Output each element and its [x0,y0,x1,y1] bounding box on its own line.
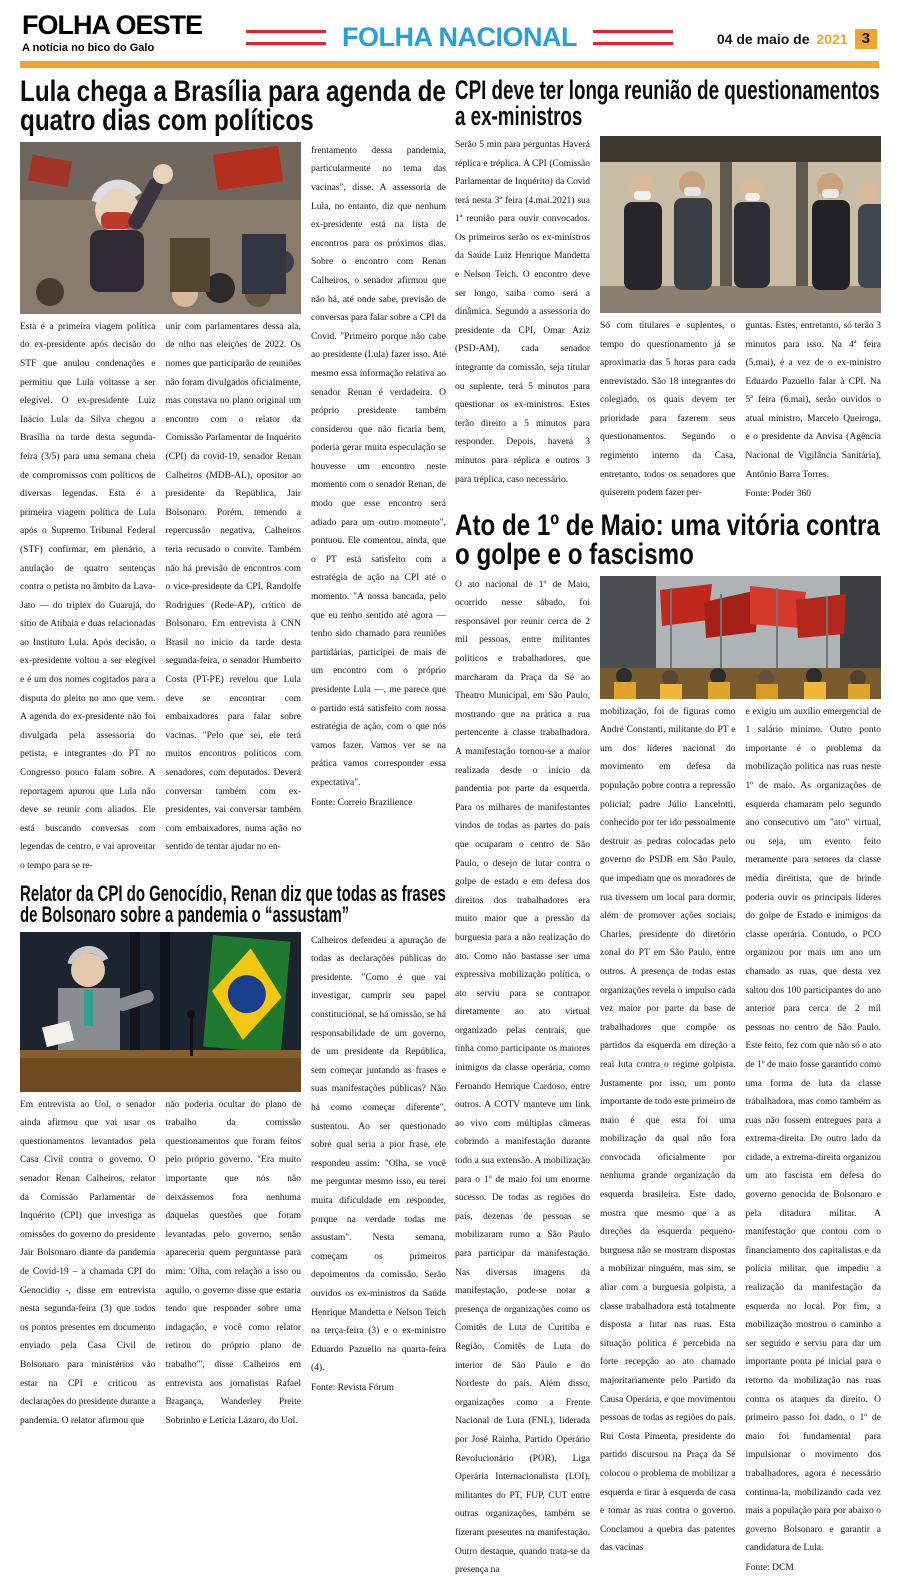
section-title: FOLHA NACIONAL [341,22,577,52]
article-ato-col1: O ato nacional de 1º de Maio, ocorrido nesse sábado, foi responsável por reunir cerca de 2 mil pessoas, entre militantes políticos e trabalhadores, que marcharam da Praça da Sé ao Theatro Municipal, em São Paulo, mostrando que na prática a rua pertencente à classe trabalhadora. A manifestação tornou-se a maior realizada desde o início da pandemia por parte da esquerda. Para os milhares de manifestantes vindos de todas as partes do país que ocuparam o centro de São Paulo, o desejo de lutar contra o golpe de estado e em defesa dos direitos dos trabalhadores era muito maior que a pressão da burguesia para a não realização do ato. Como não bastasse ser uma expressiva mobilização política, o ato serviu para se contrapor diretamente ao ato virtual organizado pelas centrais, que tinha como participante os maiores inimigos da classe operária, como Fernando Henrique Cardoso, entre outros. A COTV manteve um link ao vivo com múltiplas câmeras cobrindo a manifestação durante todo a sua extensão. A mobilização para o 1º de maio foi um enorme sucesso. De todas as regiões do país, dezenas de pessoas se mobilizaram rumo a São Paulo para participar da manifestação. Nas diversas imagens da manifestação, pode-se notar a presença de organizações como os Comitês de Luta de Curitiba e Região, Comitês de Luta do interior de São Paulo e do Nordeste do país. Além disso, organizações como a Frente Nacional de Luta (FNL), liderada por José Rainha, Partido Operário Revolucionário (POR), Liga Operária Internacionalista (LOI), militantes do PT, FUP, CUT entre outras organizações, também se fizeram presentes na manifestação. Outro destaque, quando trata-se da presença na [455,579,590,1576]
headline-line: quatro dias com políticos [20,104,314,138]
article-cpi [455,70,880,504]
page-number-badge: 3 [855,29,877,49]
article-cpi-col3: guntas. Estes, entretanto, só terão 3 minutos para isso. Na 4ª feira (5.mai), é a vez de o ex-ministro Eduardo Pazuello falar à CPI. Na 5ª feira (6.mai), serão ouvidos o atual ministro, Marcelo Queiroga, e o presidente da Anvisa (Agência Nacional de Vigilância Sanitária), Antônio Barra Torres. [745,320,881,480]
headline-line: de Bolsonaro sobre a pandemia o “assustam” [20,902,350,928]
headline-line: CPI deve ter longa reunião de questionamentos [455,75,880,105]
lula-crowd-photo [20,142,301,314]
article-renan-col3: Calheiros defendeu a apuração de todas as declarações públicas do presidente. "Como é que vai investigar, cumprir seu papel constitucional, se há omissão, se há responsabilidade de um governo, de um presidente da República, sem começar juntando as frases e suas manifestações públicas? Não há como começar diferente", sustentou. Ao ser questionado sobre qual seria a pior frase, ele respondeu assim: "Olha, se você me perguntar mesmo isso, eu terei muita dificuldade em responder, porque na verdade todas me assustam". Nesta semana, começam os primeiros depoimentos da comissão. Serão ouvidos os ex-ministros da Saúde Henrique Mandetta e Nelson Teich na terça-feira (3) e o ex-ministro Eduardo Pazuello na quarta-feira (4). [311,935,446,1374]
article-ato-col3: e exigiu um auxílio emergencial de 1 salário mínimo. Outro ponto importante é o problema da mobilização política nas ruas neste 1º de maio. As organizações de esquerda chamaram pelo segundo ano consecutivo um "ato" virtual, ou seja, um evento feito meramente para setores da classe média direitista, que de brinde poderia ouvir os principais líderes do golpe de Estado e inimigos da classe operária. Contudo, o PCO organizou por mais um ano um chamado as ruas, que desta vez saltou dos 100 participantes do ano anterior para cerca de 2 mil pessoas no centro de São Paulo. Este feito, fez com que não só o ato de 1º de maio fosse garantido como uma forma de luta da classe trabalhadora, mas como também as ruas não fossem entregues para a extrema-direita. Do outro lado da cidade, a extrema-direita organizou um ato fascista em defesa do governo genocida de Bolsonaro e pela ditadura militar. A manifestação que contou com o financiamento dos capitalistas e da polícia militar, que impediu a realização da manifestação da esquerda no local. Por fim, a mobilização mostrou o caminho a ser seguido e serviu para dar um importante ponta pé inicial para o retorno da mobilização nas ruas contra os ataques da direito. O primeiro passo foi dado, o 1º de maio foi fundamental para impulsionar o movimento dos trabalhadores, agora é necessário continua-la, mobilizando cada vez mais a população para por abaixo o governo Bolsonaro e garantir a candidatura de Lula. [745,706,881,1554]
section-banner [246,24,673,51]
dateline [717,29,877,49]
ato-red-flags-photo [600,576,881,699]
article-cpi-source: Fonte: Poder 360 [745,489,811,500]
headline-line: o golpe e o fascismo [455,538,694,572]
masthead-title: FOLHA OESTE [22,10,203,40]
article-cpi-headline [455,77,880,130]
headline-line: a ex-ministros [455,101,583,132]
article-ato-headline [455,508,880,572]
left-column-group [20,70,446,1580]
article-renan-col1: Em entrevista ao Uol, o senador ainda afirmou que vai usar os questionamentos levantados pela Casa Civil contra o governo. O senador Renan Calheiros, relator da Comissão Parlamentar de Inquérito (CPI) que investiga as omissões do governo do presidente Jair Bolsonaro diante da pandemia de Covid-19 – a chamada CPI do Genocídio -, disse em entrevista nesta segunda-feira (3) que todos os pontos presentes em documento enviado pela Casa Civil de Bolsonaro para ministérios vão estar na CPI e criticou as declarações do presidente durante a pandemia. O relator afirmou que [20,1099,156,1426]
article-cpi-col1: Serão 5 min para perguntas Haverá réplica e tréplica. A CPI (Comissão Parlamentar de Inquérito) da Covid terá nesta 3ª feira (4.mai.2021) sua 1ª reunião para ouvir convocados. Os primeiros serão os ex-ministros da Saúde Luiz Henrique Mandetta e Nelson Teich. O encontro deve ser longo, saiba como será a dinâmica. Segundo a assessoria do presidente da CPI, Omar Aziz (PSD-AM), cada senador integrante da comissão, seja titular ou suplente, terá 5 minutos para questionar os ex-ministros. Estes terão direito a 5 minutos para responder. Depois, haverá 3 minutos para réplica e outros 3 para tréplica, caso necessário. [455,139,590,485]
article-ato-col2: mobilização, foi de figuras como André Constanti, militante do PT e um dos líderes nacional do movimento em defesa da população pobre contra a repressão policial; padre Júlio Lancelotti, conhecido por ter ido pessoalmente destruir as pedras colocadas pelo governo do PSDB em São Paulo, que impediam que os moradores de rua tivessem um local para dormir, além de promover ações sociais; Charles, presidente do diretório zonal do PT em São Paulo, entre outros. A presença de todas estas organizações revela o impulso cada vez maior por parte da base de trabalhadores que compõe os partidos da esquerda em direção a real luta contra o regime golpista. Justamente por isso, um ponto importante de todo este primeiro de maio é que esta foi uma mobilização da qual não fora convocada oficialmente por nenhuma grande organização da esquerda brasileira. Este dado, mostra que mesmo que a as direções da esquerda pequeno-burguesa não se mostram dispostas a mobilizar ninguém, mas sim, se aliar com a burguesia golpista, a classe trabalhadora está totalmente disposta a lutar nas ruas. Esta situação política é percebida na forte recepção ao ato chamado majoritariamente pelo Partido da Causa Operária, e que movimentou pessoas de todas as regiões do país. Rui Costa Pimenta, presidente do partido discursou na Praça da Sé colocou o problema de mobilizar a esquerda e tirar à esquerda de casa e tomar as ruas contra o governo. Conclamou a quebra das patentes das vacinas [600,706,736,1554]
article-cpi-col2: Só com titulares e suplentes, o tempo do questionamento já se aproximaria das 5 horas para cada entrevistado. São 18 integrantes do colegiado, os quais devem ter prioridade para fazerem seus questionamentos. Segundo o regimento interno da Casa, entretanto, todos os senadores que quiserem podem fazer per- [600,320,736,499]
article-lula-col3: frentamento dessa pandemia, particularmente no tema das vacinas", disse. A assessoria de Lula, no entanto, diz que nenhum ex-presidente está na lista de encontros para os próximos dias. Sobre o encontro com Renan Calheiros, o senador afirmou que não há, até onde sabe, previsão de conversas para falar sobre a CPI da Covid. "Primeiro porque não cabe ao presidente (Lula) fazer isso. Até mesmo essa informação relativa ao senador Renan é verdadeira. O próprio presidente também considerou que não ficaria bem, poderia gerar muita especulação se houvesse um encontro neste momento com o senador Renan, de modo que esse encontro será adiado para um outro momento", pontuou. Ele comentou, ainda, que o PT está satisfeito com a estratégia de ação na CPI até o momento. "A nossa bancada, pelo que eu tenho sentido até agora — tenho sido chamado para reuniões partidárias, participei de mais de um encontro com o próprio presidente Lula —, me parece que o partido está satisfeito com nossa estratégia de ação, com o que nós vamos fazer. Vamos ver se na prática vamos corresponder essa expectativa". [311,145,446,788]
article-lula-headline [20,77,446,136]
article-lula-source: Fonte: Correio Brazilience [311,797,413,808]
article-lula [20,70,446,876]
right-column-group [455,70,880,1580]
masthead-tagline: A notícia no bico do Galo [22,42,155,54]
renan-senate-photo [20,932,301,1092]
headline-line: Ato de 1º de Maio: uma vitória contra [455,508,880,542]
article-renan-col2: não poderia ocultar do plano de trabalho da comissão questionamentos que foram feitos pelo próprio governo. "Era muito importante que nós não deixássemos fora nenhuma daquelas questões que foram levantadas pelo governo, senão apareceria quem perguntasse para mim: 'Olha, com relação a isso ou aquilo, o governo disse que estaria tendo que responder sobre uma indagação, e você como relator retirou do próprio plano de trabalho'", disse Calheiros em entrevista aos jornalistas Rafael Bragança, Wanderley Preite Sobrinho e Letícia Lázaro, do Uol. [165,1099,301,1426]
headline-line: Relator da CPI do Genocídio, Renan diz que todas as frases [20,880,446,906]
double-rule-left-icon [246,30,326,45]
page-header [0,0,899,59]
masthead-block [22,12,202,54]
double-rule-right-icon [593,30,673,45]
date-text: 04 de maio de [716,31,810,47]
article-renan-source: Fonte: Revista Fórum [311,1382,394,1393]
article-lula-col1: Esta é a primeira viagem política do ex-presidente após decisão do STF que anulou condenações e permitiu que Lula voltasse a ser elegível. O ex-presidente Luiz Inácio Lula da Silva chegou a Brasília na tarde desta segunda-feira (3/5) para uma semana cheia de compromissos com políticos de diversas legendas. Esta é a primeira viagem política de Lula após o Supremo Tribunal Federal (STF) confirmar, em plenário, a anulação de quatro sentenças contra o petista no âmbito da Lava-Jato — do triplex do Guarujá, do sítio de Atibaia e duas relacionadas ao Instituto Lula. Após decisão, o ex-presidente voltou a ser elegível e é um dos nomes cogitados para a disputa do pleito no ano que vem. A agenda do ex-presidente não foi divulgada pela assessoria do petista, e integrantes do PT no Congresso pouco falam sobre. A reportagem apurou que Lula não deve se reunir com aliados. Ele está buscando conversas com legendas de centro, e vai aproveitar o tempo para se re- [20,321,156,871]
headline-line: Lula chega a Brasília para agenda de [20,75,446,108]
article-ato-source: Fonte: DCM [745,1562,794,1573]
article-ato [455,504,880,1580]
header-accent-bar [20,61,879,68]
article-renan-headline [20,880,446,928]
date-year: 2021 [816,31,848,47]
page-content [0,68,899,1580]
article-renan [20,876,446,1431]
cpi-corridor-photo [600,136,881,313]
article-lula-col2: unir com parlamentares dessa ala, de olho nas eleições de 2022. Os nomes que participarão de reuniões não foram divulgados oficialmente, mas constava no plano original um encontro com o relator da Comissão Parlamentar de Inquérito (CPI) da covid-19, senador Renan Calheiros (MDB-AL), opositor ao presidente da República, Jair Bolsonaro. Porém, temendo a repercussão negativa, Calheiros teria recusado o convite. Também não há previsão de encontros com o vice-presidente da CPI, Randolfe Rodrigues (Rede-AP), crítico de Bolsonaro. Em entrevista à CNN Brasil no início da tarde desta segunda-feira, o senador Humberto Costa (PT-PE) revelou que Lula deve se encontrar com embaixadores para falar sobre vacinas. "Pelo que sei, ele terá muitos encontros políticos com senadores, com deputados. Deverá conversar também com ex-presidentes, vai conversar também com embaixadores, numa ação no sentido de tentar ajudar no en- [165,321,301,853]
